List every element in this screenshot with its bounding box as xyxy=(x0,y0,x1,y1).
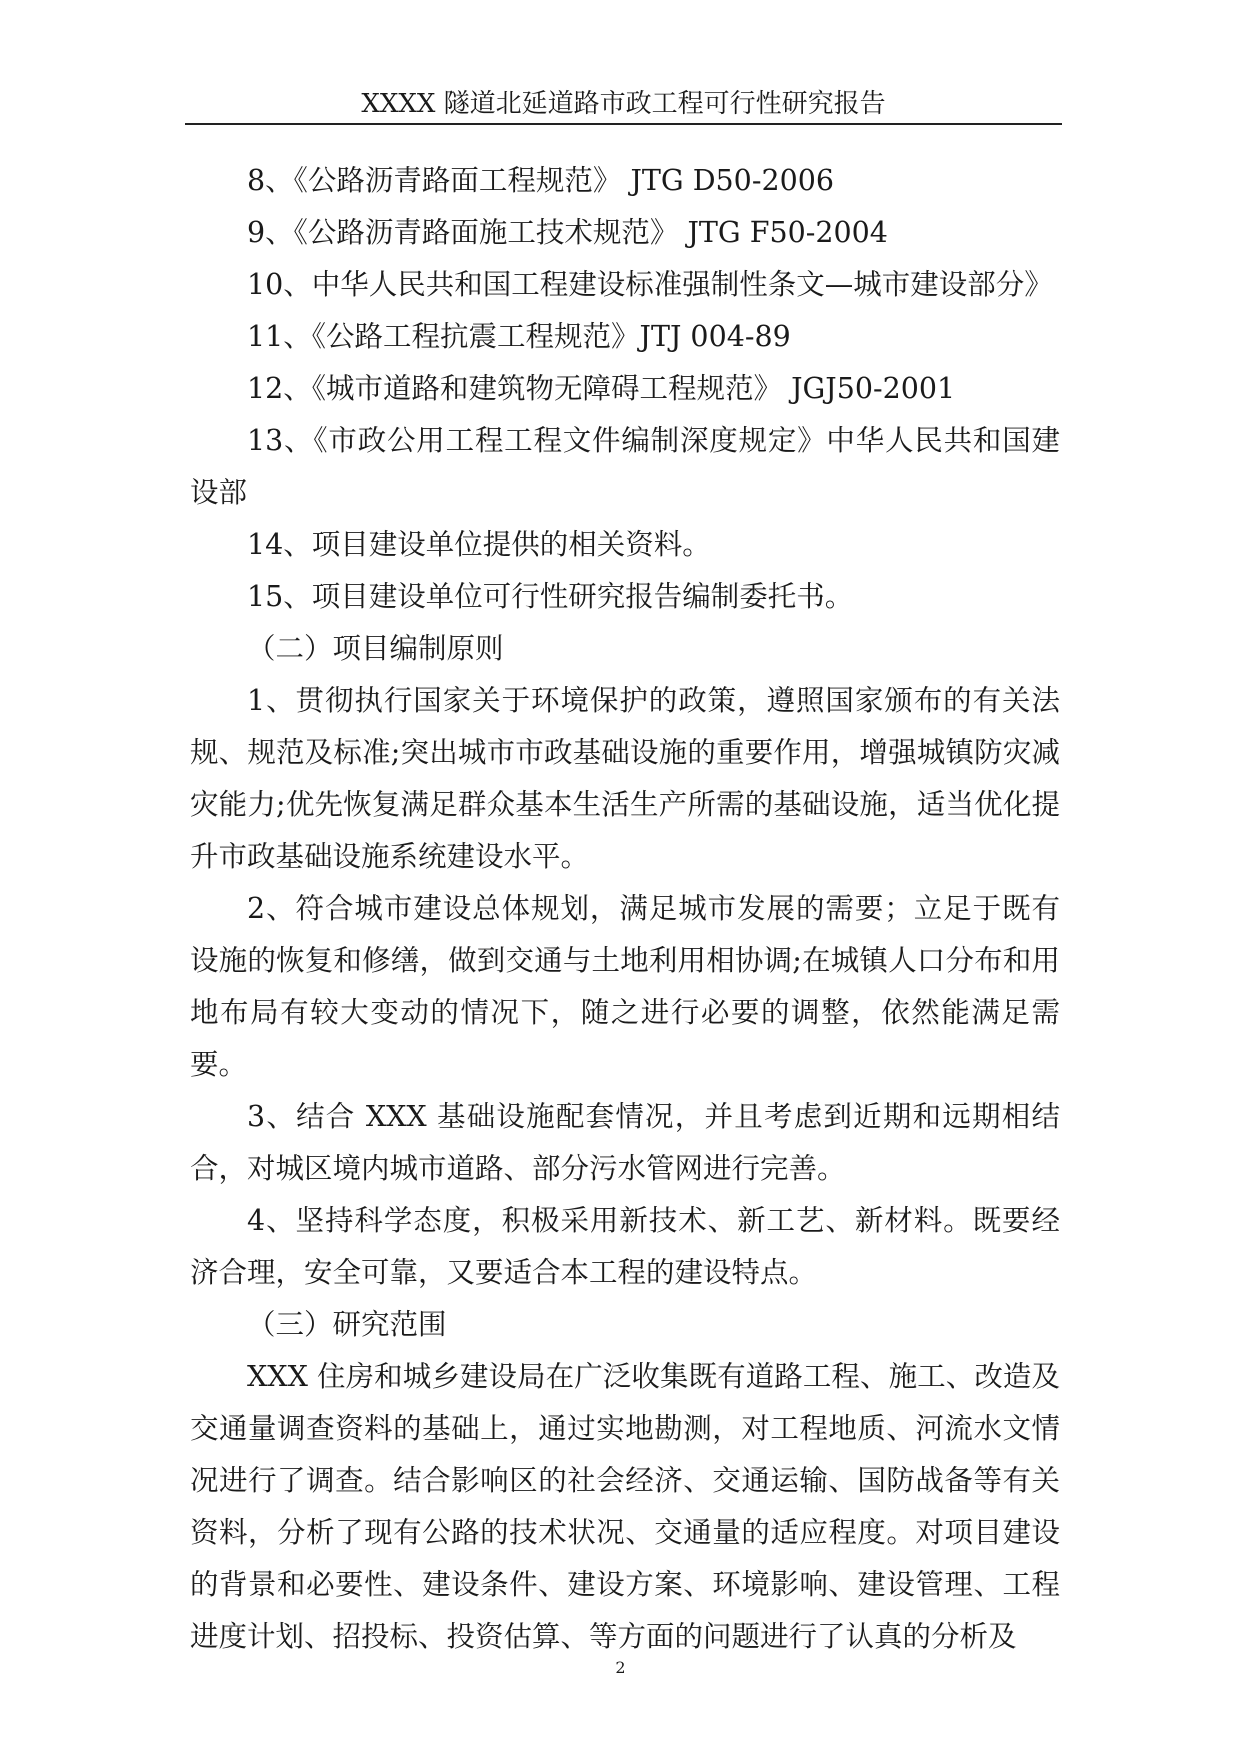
page-header: XXXX 隧道北延道路市政工程可行性研究报告 xyxy=(361,89,886,119)
reference-item-12: 12、《城市道路和建筑物无障碍工程规范》 JGJ50-2001 xyxy=(247,372,956,405)
header-divider xyxy=(185,123,1062,125)
document-body xyxy=(190,155,1060,1663)
reference-item-11: 11、《公路工程抗震工程规范》JTJ 004-89 xyxy=(247,320,791,353)
principle-paragraph-2: 2、符合城市建设总体规划，满足城市发展的需要；立足于既有设施的恢复和修缮，做到交通与土地利用相协调;在城镇人口分布和用地布局有较大变动的情况下，随之进行必要的调整，依然能满足需要。 xyxy=(190,892,1060,1081)
principle-paragraph-1: 1、贯彻执行国家关于环境保护的政策，遵照国家颁布的有关法规、规范及标准;突出城市市政基础设施的重要作用，增强城镇防灾减灾能力;优先恢复满足群众基本生活生产所需的基础设施，适当优化提升市政基础设施系统建设水平。 xyxy=(190,684,1060,873)
reference-item-9: 9、《公路沥青路面施工技术规范》 JTG F50-2004 xyxy=(247,216,888,249)
reference-item-15: 15、项目建设单位可行性研究报告编制委托书。 xyxy=(247,580,854,613)
section-heading-scope: （三）研究范围 xyxy=(247,1308,447,1341)
page-number: 2 xyxy=(615,1658,626,1677)
reference-item-10: 10、中华人民共和国工程建设标准强制性条文—城市建设部分》 xyxy=(247,268,1053,301)
principle-paragraph-3: 3、结合 XXX 基础设施配套情况，并且考虑到近期和远期相结合，对城区境内城市道路、部分污水管网进行完善。 xyxy=(190,1100,1060,1185)
reference-item-8: 8、《公路沥青路面工程规范》 JTG D50-2006 xyxy=(247,164,834,197)
principle-paragraph-4: 4、坚持科学态度，积极采用新技术、新工艺、新材料。既要经济合理，安全可靠，又要适合本工程的建设特点。 xyxy=(190,1204,1060,1289)
reference-item-14: 14、项目建设单位提供的相关资料。 xyxy=(247,528,711,561)
scope-paragraph: XXX 住房和城乡建设局在广泛收集既有道路工程、施工、改造及交通量调查资料的基础上，通过实地勘测，对工程地质、河流水文情况进行了调查。结合影响区的社会经济、交通运输、国防战备等有关资料，分析了现有公路的技术状况、交通量的适应程度。对项目建设的背景和必要性、建设条件、建设方案、环境影响、建设管理、工程进度计划、招投标、投资估算、等方面的问题进行了认真的分析及 xyxy=(190,1360,1060,1653)
section-heading-principles: （二）项目编制原则 xyxy=(247,632,504,665)
reference-item-13: 13、《市政公用工程工程文件编制深度规定》中华人民共和国建设部 xyxy=(190,424,1060,509)
